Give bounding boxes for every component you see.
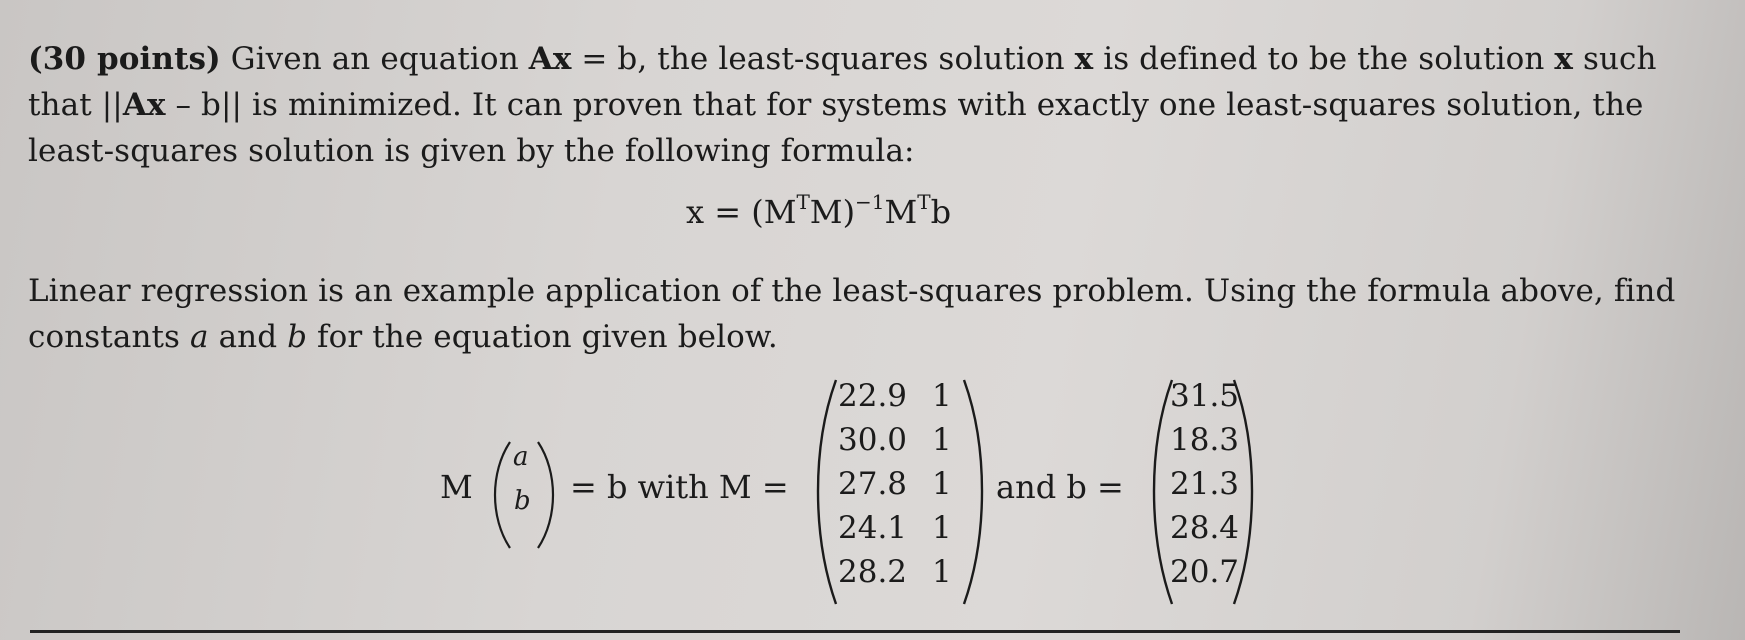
- transpose-1: T: [796, 190, 810, 214]
- matrix-m-cell: 22.9: [838, 378, 908, 414]
- and-b-text: and b =: [996, 468, 1124, 506]
- problem-statement: [28, 36, 1688, 174]
- matrix-m-cell: 24.1: [838, 510, 908, 546]
- eq-ax: Ax: [528, 41, 572, 77]
- matrix-m-cell: 1: [932, 422, 952, 458]
- least-squares-formula: [686, 190, 951, 231]
- vector-b-cell: 28.4: [1170, 510, 1240, 546]
- intro-text-2: , the least-squares solution: [637, 41, 1075, 77]
- matrix-m-cell: 1: [932, 510, 952, 546]
- regression-paragraph: [28, 268, 1688, 360]
- inverse-exponent: −1: [855, 190, 885, 214]
- x-symbol-1: x: [1074, 41, 1094, 77]
- matrix-m-cell: 28.2: [838, 554, 908, 590]
- paragraph2-rest: for the equation given below.: [307, 319, 778, 355]
- transpose-2: T: [917, 190, 931, 214]
- with-m-text: = b with M =: [570, 468, 789, 506]
- points-label: (30 points): [28, 41, 221, 77]
- norm-ax: Ax: [122, 87, 166, 123]
- x-symbol-2: x: [1554, 41, 1573, 77]
- norm-minus-b: – b: [165, 87, 221, 123]
- regression-equation: [0, 372, 1745, 612]
- vector-b: b: [514, 486, 531, 516]
- formula-lhs: x = (M: [686, 193, 797, 231]
- bottom-rule: [30, 630, 1680, 633]
- intro-text-5: || is minimized. It can proven that for systems with exactly one least-squares solution, the least-squares solution is given by the following formula:: [28, 87, 1644, 169]
- eq-equals-b: = b: [571, 41, 638, 77]
- intro-text-1: Given an equation: [220, 41, 529, 77]
- vector-b-cell: 31.5: [1170, 378, 1240, 414]
- formula-rhs: b: [930, 193, 952, 231]
- matrix-m-cell: 1: [932, 378, 952, 414]
- matrix-m-cell: 27.8: [838, 466, 908, 502]
- vector-b-cell: 18.3: [1170, 422, 1240, 458]
- matrix-m-cell: 1: [932, 466, 952, 502]
- paragraph2-and: and: [208, 319, 288, 355]
- vector-b-cell: 21.3: [1170, 466, 1240, 502]
- intro-text-4: such that ||: [28, 41, 1657, 123]
- m-label: M: [440, 468, 473, 506]
- paragraph2-text: Linear regression is an example application of the least-squares problem. Using the formula above, find constants: [28, 273, 1676, 355]
- constant-b: b: [287, 319, 308, 355]
- vector-a: a: [513, 442, 529, 472]
- matrix-m-cell: 30.0: [838, 422, 908, 458]
- formula-mid1: M): [809, 193, 856, 231]
- matrix-m-cell: 1: [932, 554, 952, 590]
- formula-mid2: M: [884, 193, 918, 231]
- vector-b-cell: 20.7: [1170, 554, 1240, 590]
- intro-text-3: is defined to be the solution: [1093, 41, 1555, 77]
- constant-a: a: [190, 319, 209, 355]
